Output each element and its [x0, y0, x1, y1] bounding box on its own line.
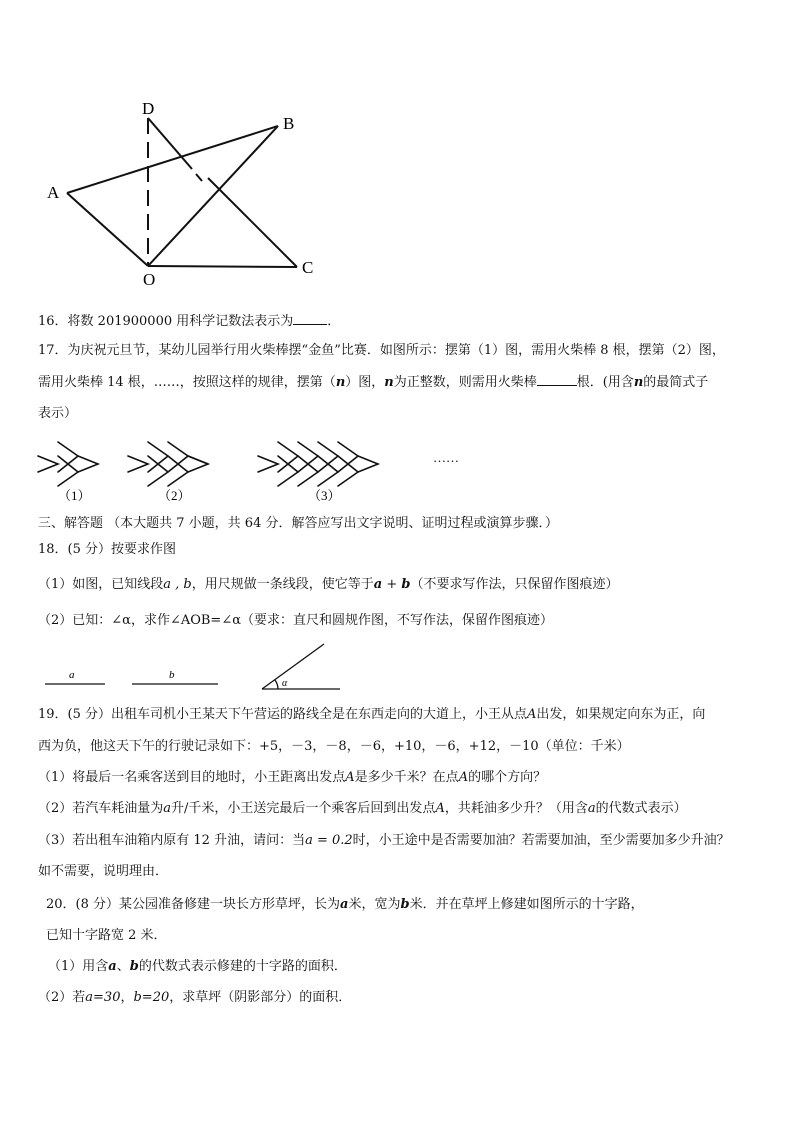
q18-construction-figure [40, 640, 350, 696]
section-3-title: 三、解答题 （本大题共 7 小题，共 64 分．解答应写出文字说明、证明过程或演算步骤．） [38, 516, 558, 531]
q19-p2-text-b: 升/千米，小王送完最后一个乘客后回到出发点 [171, 801, 436, 816]
q16-answer-blank[interactable] [293, 313, 327, 325]
matchstick-fish-figures [36, 434, 476, 506]
q20-var-a: a [108, 959, 117, 974]
question-19-line1 [38, 706, 705, 724]
question-20-line1 [46, 896, 644, 914]
fish-label-2: （2） [158, 488, 191, 503]
q16-period: ． [327, 314, 341, 329]
q17-var-n: n [335, 375, 346, 390]
question-18-title: 18．(5 分）按要求作图 [38, 542, 177, 557]
q19-point-A: A [458, 770, 469, 785]
q18-vars: a , b [163, 577, 192, 592]
q18-expr-b: b [401, 577, 411, 592]
q19-p3-text-b: 时，小王途中是否需要加油？若需要加油，至少需要加多少升油？ [352, 833, 730, 848]
q19-var-a: a [587, 801, 596, 816]
question-19-part2 [38, 800, 687, 818]
angle-alpha-label: α [282, 678, 288, 689]
segment-b-label: b [169, 669, 175, 681]
question-18-part2: （2）已知：∠α，求作∠AOB=∠α（要求：直尺和圆规作图，不写作法，保留作图痕迹） [38, 613, 553, 628]
q20-p1-text-a: （1）用含 [48, 959, 109, 974]
q19-p1-text-c: 的哪个方向？ [468, 770, 547, 785]
q20-p1-text-b: 的代数式表示修建的十字路的面积． [138, 959, 347, 974]
q17-answer-blank[interactable] [537, 374, 577, 386]
q17-text-b: ）图， [345, 375, 385, 390]
question-20-part1 [48, 958, 347, 976]
q16-text: 16．将数 201900000 用科学记数法表示为 [38, 314, 294, 329]
q19-point-A: A [345, 770, 355, 785]
segment-AO [67, 193, 148, 266]
segment-OC [148, 266, 297, 267]
label-D: D [142, 99, 155, 118]
q20-p2-text-b: ，求草坪（阴影部分）的面积． [169, 990, 352, 1005]
angle-arc [275, 680, 278, 689]
q20-var-b: b [400, 897, 410, 912]
question-17-line1: 17．为庆祝元旦节，某幼儿园举行用火柴棒摆“金鱼”比赛．如图所示：摆第（1）图，需用火柴棒 8 根，摆第（2）图， [38, 343, 725, 358]
q19-p1-text-b: 是多少千米？在点 [354, 770, 459, 785]
question-19-part3-line2: 如不需要，说明理由． [38, 864, 169, 879]
q17-text-a: 需用火柴棒 14 根，……，按照这样的规律，摆第（ [38, 375, 336, 390]
q19-p2-text-d: 的代数式表示） [595, 801, 687, 816]
q17-var-n: n [633, 375, 644, 390]
q20-text-c: 米．并在草坪上修建如图所示的十字路， [409, 897, 644, 912]
label-O: O [143, 270, 156, 289]
q19-p2-text-a: （2）若汽车耗油量为 [38, 801, 164, 816]
q19-p2-text-c: ，共耗油多少升？（用含 [444, 801, 588, 816]
segment-DC-dash [196, 174, 202, 181]
question-16 [38, 313, 340, 331]
q19-var-a: a [163, 801, 172, 816]
q20-p2-text-a: （2）若 [38, 990, 86, 1005]
question-19-line2: 西为负，他这天下午的行驶记录如下：+5，－3，－8，－6，+10，－6，+12，－10（单位：千米） [38, 739, 630, 754]
segment-DC-solid-bottom [208, 178, 297, 267]
fish-ellipsis: …… [433, 450, 459, 465]
question-17-line3: 表示） [38, 406, 78, 421]
q20-p1-sep: 、 [116, 959, 130, 974]
q20-p2-comma: ， [120, 990, 134, 1005]
q20-var-b: b [129, 959, 139, 974]
question-19-part3 [38, 832, 730, 850]
q19-p1-text-a: （1）将最后一名乘客送到目的地时，小王距离出发点 [38, 770, 346, 785]
label-B: B [283, 114, 295, 133]
question-20-line2: 已知十字路宽 2 米． [46, 928, 167, 943]
q20-text-a: 20．(8 分）某公园准备修建一块长方形草坪，长为 [46, 897, 341, 912]
q18-p1-text-c: （不要求写作法，只保留作图痕迹） [410, 577, 619, 592]
geometry-figure [40, 90, 330, 290]
angle-ray-slanted [262, 644, 324, 689]
question-17-line2 [38, 374, 708, 392]
fish-figure-2 [128, 442, 208, 486]
q17-text-e: 的最简式子 [643, 375, 709, 390]
question-20-part2 [38, 989, 351, 1007]
q17-text-d: 根．(用含 [576, 375, 634, 390]
q18-expr-a: a [373, 577, 383, 592]
q20-var-a: a [340, 897, 349, 912]
q20-text-b: 米，宽为 [348, 897, 401, 912]
q18-p1-text-a: （1）如图，已知线段 [38, 577, 164, 592]
q20-p2-expr-a: a=30 [85, 990, 121, 1005]
q17-text-c: 为正整数，则需用火柴棒 [393, 375, 537, 390]
fish-figure-3 [258, 442, 378, 486]
q19-point-A: A [435, 801, 445, 816]
q18-expr-plus: + [382, 577, 402, 592]
q20-p2-expr-b: b=20 [133, 990, 170, 1005]
q19-p3-equation: a = 0.2 [305, 833, 353, 848]
label-C: C [302, 258, 314, 277]
question-18-part1 [38, 576, 619, 594]
question-19-part1 [38, 769, 546, 787]
segment-a-label: a [69, 669, 75, 681]
q18-p1-text-b: ，用尺规做一条线段，使它等于 [191, 577, 374, 592]
q19-p3-text-a: （3）若出租车油箱内原有 12 升油，请问：当 [38, 833, 306, 848]
segment-DC-solid-top [148, 118, 192, 169]
q17-var-n: n [384, 375, 394, 390]
q19-text-b: 出发，如果规定向东为正，向 [536, 707, 706, 722]
q19-text-a: 19．(5 分）出租车司机小王某天下午营运的路线全是在东西走向的大道上，小王从点 [38, 707, 528, 722]
fish-label-3: （3） [308, 488, 341, 503]
q19-point-A: A [527, 707, 537, 722]
label-A: A [47, 183, 60, 202]
fish-label-1: （1） [58, 488, 91, 503]
fish-figure-1 [38, 442, 98, 486]
